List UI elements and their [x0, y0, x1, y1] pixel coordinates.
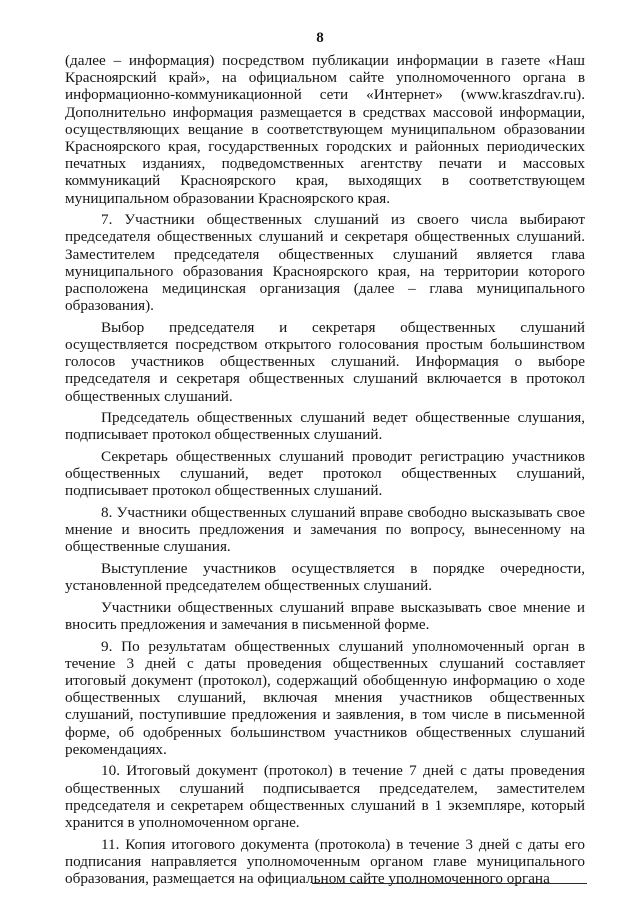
paragraph-secretary-duties: Секретарь общественных слушаний проводит регистрацию участников общественных слушаний, ведет протокол общественных слушаний, подписывает протокол общественных слушаний. — [65, 448, 585, 500]
paragraph-item-7: 7. Участники общественных слушаний из своего числа выбирают председателя общественных слушаний и секретаря общественных слушаний. Заместителем председателя общественных слушаний является глава муниципального образования Красноярского края, на территории которого расположена медицинская организация (далее – глава муниципального образования). — [65, 211, 585, 315]
paragraph-continuation: (далее – информация) посредством публикации информации в газете «Наш Красноярский край», на официальном сайте уполномоченного органа в информационно-коммуникационной сети «Интернет» (www.kraszdrav.ru). Дополнительно информация размещается в средствах массовой информации, осуществляющих вещание в соответствующем муниципальном образовании Красноярского края, государственных городских и районных периодических печатных изданиях, подведомственных агентству печати и массовых коммуникаций Красноярского края, выходящих в соответствующем муниципальном образовании Красноярского края. — [65, 52, 585, 207]
paragraph-written-proposals: Участники общественных слушаний вправе высказывать свое мнение и вносить предложения и замечания в письменной форме. — [65, 598, 585, 634]
paragraph-item-9: 9. По результатам общественных слушаний уполномоченный орган в течение 3 дней с даты проведения общественных слушаний составляет итоговый документ (протокол), содержащий обобщенную информацию о ходе общественных слушаний, включая мнения участников общественных слушаний, поступившие предложения и заявления, в том числе в письменной форме, об одобренных большинством участников общественных слушаний рекомендациях. — [65, 637, 585, 758]
page-number: 8 — [316, 30, 324, 46]
paragraph-item-11: 11. Копия итогового документа (протокола) в течение 3 дней с даты его подписания направляется уполномоченным органом главе муниципального образования, размещается на официальном сайте уполномоченного органа — [65, 835, 585, 888]
paragraph-item-8: 8. Участники общественных слушаний вправе свободно высказывать свое мнение и вносить предложения и замечания по вопросу, вынесенному на общественные слушания. — [65, 504, 585, 556]
paragraph-chair-duties: Председатель общественных слушаний ведет общественные слушания, подписывает протокол общественных слушаний. — [65, 409, 585, 444]
bottom-divider-line — [312, 883, 587, 884]
document-body — [65, 52, 585, 892]
paragraph-speaking-order: Выступление участников осуществляется в порядке очередности, установленной председателем общественных слушаний. — [65, 560, 585, 595]
paragraph-item-10: 10. Итоговый документ (протокол) в течение 7 дней с даты проведения общественных слушаний подписывается председателем, заместителем председателя и секретарем общественных слушаний в 1 экземпляре, который хранится в уполномоченном органе. — [65, 762, 585, 832]
paragraph-chair-election: Выбор председателя и секретаря общественных слушаний осуществляется посредством открытого голосования простым большинством голосов участников общественных слушаний. Информация о выборе председателя и секретаря общественных слушаний включается в протокол общественных слушаний. — [65, 318, 585, 405]
